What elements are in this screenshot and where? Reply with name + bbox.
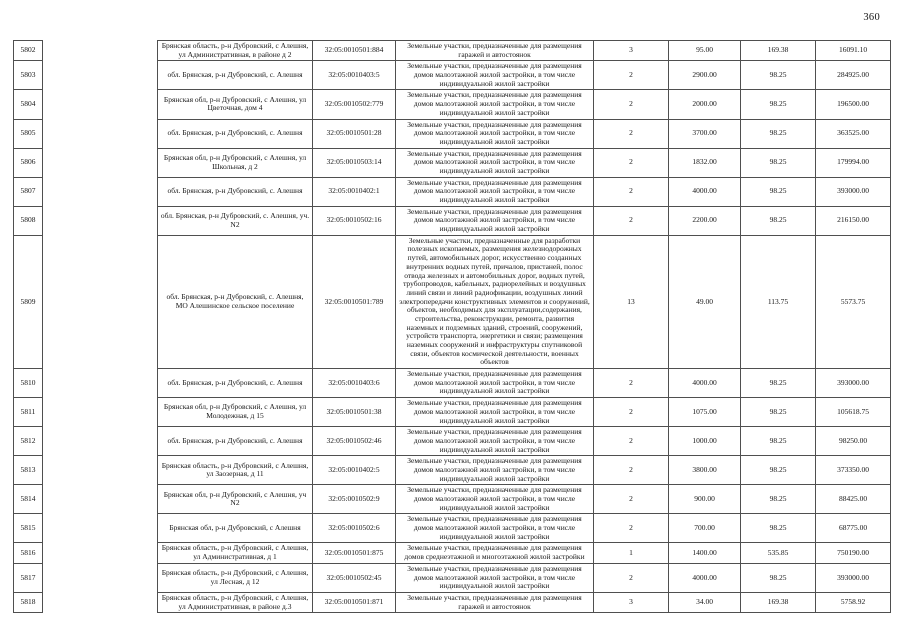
row-id: 5816 [14, 543, 43, 563]
parcel-address: обл. Брянская, р-н Дубровский, с. Алешня [158, 177, 313, 206]
parcel-address: Брянская обл, р-н Дубровский, с Алешня, ул Школьная, д 2 [158, 148, 313, 177]
table-row [14, 485, 891, 514]
table-row [14, 456, 891, 485]
area-value: 34.00 [669, 592, 741, 612]
area-value: 1000.00 [669, 427, 741, 456]
area-value: 2900.00 [669, 61, 741, 90]
total-value: 5573.75 [816, 235, 891, 368]
row-id: 5818 [14, 592, 43, 612]
total-value: 5758.92 [816, 592, 891, 612]
total-value: 393000.00 [816, 563, 891, 592]
parcel-count: 2 [594, 485, 669, 514]
cadastral-number: 32:05:0010502:46 [313, 427, 396, 456]
row-id: 5805 [14, 119, 43, 148]
rate-value: 169.38 [741, 592, 816, 612]
land-use-description: Земельные участки, предназначенные для размещения домов малоэтажной жилой застройки, в том числе индивидуальной жилой застройки [396, 514, 594, 543]
rate-value: 113.75 [741, 235, 816, 368]
parcel-address: Брянская область, р-н Дубровский, с Алешня, ул Лесная, д 12 [158, 563, 313, 592]
cadastral-number: 32:05:0010502:16 [313, 206, 396, 235]
table-row [14, 90, 891, 119]
parcel-table-body [14, 41, 891, 613]
rate-value: 98.25 [741, 485, 816, 514]
parcel-address: Брянская область, р-н Дубровский, с Алешня, ул Административная, в районе д.3 [158, 592, 313, 612]
parcel-address: обл. Брянская, р-н Дубровский, с. Алешня [158, 369, 313, 398]
cadastral-number: 32:05:0010502:9 [313, 485, 396, 514]
table-row [14, 119, 891, 148]
total-value: 284925.00 [816, 61, 891, 90]
total-value: 373350.00 [816, 456, 891, 485]
area-value: 700.00 [669, 514, 741, 543]
rate-value: 98.25 [741, 456, 816, 485]
parcel-address: обл. Брянская, р-н Дубровский, с. Алешня [158, 61, 313, 90]
spacer-cell [43, 543, 158, 563]
land-use-description: Земельные участки, предназначенные для размещения домов малоэтажной жилой застройки, в том числе индивидуальной жилой застройки [396, 369, 594, 398]
parcel-count: 2 [594, 514, 669, 543]
spacer-cell [43, 369, 158, 398]
row-id: 5804 [14, 90, 43, 119]
parcel-address: Брянская область, р-н Дубровский, с Алешня, ул Административная, д 1 [158, 543, 313, 563]
table-row [14, 177, 891, 206]
table-row [14, 592, 891, 612]
table-row [14, 514, 891, 543]
parcel-count: 2 [594, 398, 669, 427]
spacer-cell [43, 427, 158, 456]
parcel-address: Брянская область, р-н Дубровский, с Алешня, ул Административная, в районе д 2 [158, 41, 313, 61]
row-id: 5812 [14, 427, 43, 456]
table-row [14, 563, 891, 592]
parcel-count: 2 [594, 119, 669, 148]
total-value: 216150.00 [816, 206, 891, 235]
row-id: 5808 [14, 206, 43, 235]
cadastral-number: 32:05:0010501:789 [313, 235, 396, 368]
parcel-table [13, 40, 891, 613]
spacer-cell [43, 206, 158, 235]
row-id: 5806 [14, 148, 43, 177]
table-row [14, 235, 891, 368]
area-value: 4000.00 [669, 563, 741, 592]
rate-value: 98.25 [741, 148, 816, 177]
cadastral-number: 32:05:0010402:1 [313, 177, 396, 206]
rate-value: 169.38 [741, 41, 816, 61]
cadastral-number: 32:05:0010503:14 [313, 148, 396, 177]
parcel-address: обл. Брянская, р-н Дубровский, с. Алешня [158, 119, 313, 148]
rate-value: 98.25 [741, 514, 816, 543]
total-value: 98250.00 [816, 427, 891, 456]
spacer-cell [43, 485, 158, 514]
spacer-cell [43, 563, 158, 592]
parcel-address: обл. Брянская, р-н Дубровский, с. Алешня [158, 427, 313, 456]
row-id: 5809 [14, 235, 43, 368]
total-value: 88425.00 [816, 485, 891, 514]
parcel-count: 2 [594, 61, 669, 90]
total-value: 179994.00 [816, 148, 891, 177]
cadastral-number: 32:05:0010403:5 [313, 61, 396, 90]
area-value: 4000.00 [669, 369, 741, 398]
parcel-address: Брянская обл, р-н Дубровский, с Алешня, уч N2 [158, 485, 313, 514]
table-row [14, 61, 891, 90]
land-use-description: Земельные участки, предназначенные для размещения домов среднеэтажной и многоэтажной жилой застройки [396, 543, 594, 563]
land-use-description: Земельные участки, предназначенные для размещения домов малоэтажной жилой застройки, в том числе индивидуальной жилой застройки [396, 119, 594, 148]
cadastral-number: 32:05:0010501:871 [313, 592, 396, 612]
row-id: 5807 [14, 177, 43, 206]
row-id: 5815 [14, 514, 43, 543]
cadastral-number: 32:05:0010501:28 [313, 119, 396, 148]
rate-value: 98.25 [741, 398, 816, 427]
area-value: 1832.00 [669, 148, 741, 177]
land-use-description: Земельные участки, предназначенные для размещения домов малоэтажной жилой застройки, в том числе индивидуальной жилой застройки [396, 456, 594, 485]
total-value: 16091.10 [816, 41, 891, 61]
area-value: 3700.00 [669, 119, 741, 148]
parcel-address: Брянская обл, р-н Дубровский, с Алешня, ул Цветочная, дом 4 [158, 90, 313, 119]
spacer-cell [43, 148, 158, 177]
cadastral-number: 32:05:0010502:6 [313, 514, 396, 543]
rate-value: 98.25 [741, 61, 816, 90]
rate-value: 98.25 [741, 206, 816, 235]
rate-value: 98.25 [741, 90, 816, 119]
area-value: 95.00 [669, 41, 741, 61]
row-id: 5814 [14, 485, 43, 514]
spacer-cell [43, 119, 158, 148]
rate-value: 98.25 [741, 119, 816, 148]
area-value: 4000.00 [669, 177, 741, 206]
land-use-description: Земельные участки, предназначенные для размещения домов малоэтажной жилой застройки, в том числе индивидуальной жилой застройки [396, 398, 594, 427]
land-use-description: Земельные участки, предназначенные для разработки полезных ископаемых, размещения железнодорожных путей, автомобильных дорог, искусственно созданных внутренних водных путей, причалов, пристаней, полос отвода железных и автомобильных дорог, водных путей, трубопроводов, кабельных, радиорелейных и воздушных линий связи и линий радиофикации, воздушных линий электропередачи конструктивных элементов и сооружений, объектов, необходимых для эксплуатации,содержания, строительства, реконструкции, ремонта, развития наземных и подземных зданий, строений, сооружений, устройств транспорта, энергетики и связи; размещения наземных сооружений и инфраструктуры спутниковой связи, объектов космической деятельности, военных объектов [396, 235, 594, 368]
land-use-description: Земельные участки, предназначенные для размещения домов малоэтажной жилой застройки, в том числе индивидуальной жилой застройки [396, 61, 594, 90]
spacer-cell [43, 177, 158, 206]
land-use-description: Земельные участки, предназначенные для размещения домов малоэтажной жилой застройки, в том числе индивидуальной жилой застройки [396, 177, 594, 206]
parcel-count: 1 [594, 543, 669, 563]
parcel-address: Брянская обл, р-н Дубровский, с Алешня, ул Молодежная, д 15 [158, 398, 313, 427]
parcel-count: 2 [594, 90, 669, 119]
total-value: 196500.00 [816, 90, 891, 119]
table-row [14, 398, 891, 427]
table-row [14, 206, 891, 235]
cadastral-number: 32:05:0010502:45 [313, 563, 396, 592]
rate-value: 98.25 [741, 177, 816, 206]
parcel-count: 3 [594, 592, 669, 612]
cadastral-number: 32:05:0010501:875 [313, 543, 396, 563]
parcel-count: 2 [594, 563, 669, 592]
spacer-cell [43, 61, 158, 90]
table-row [14, 369, 891, 398]
land-use-description: Земельные участки, предназначенные для размещения домов малоэтажной жилой застройки, в том числе индивидуальной жилой застройки [396, 206, 594, 235]
spacer-cell [43, 90, 158, 119]
row-id: 5803 [14, 61, 43, 90]
spacer-cell [43, 398, 158, 427]
table-row [14, 41, 891, 61]
cadastral-number: 32:05:0010501:38 [313, 398, 396, 427]
total-value: 393000.00 [816, 177, 891, 206]
parcel-address: обл. Брянская, р-н Дубровский, с. Алешня, уч. N2 [158, 206, 313, 235]
spacer-cell [43, 514, 158, 543]
area-value: 2200.00 [669, 206, 741, 235]
land-use-description: Земельные участки, предназначенные для размещения домов малоэтажной жилой застройки, в том числе индивидуальной жилой застройки [396, 90, 594, 119]
land-use-description: Земельные участки, предназначенные для размещения домов малоэтажной жилой застройки, в том числе индивидуальной жилой застройки [396, 485, 594, 514]
land-use-description: Земельные участки, предназначенные для размещения гаражей и автостоянок [396, 592, 594, 612]
table-row [14, 427, 891, 456]
area-value: 900.00 [669, 485, 741, 514]
table-row [14, 543, 891, 563]
parcel-count: 2 [594, 177, 669, 206]
total-value: 393000.00 [816, 369, 891, 398]
parcel-count: 2 [594, 206, 669, 235]
total-value: 105618.75 [816, 398, 891, 427]
row-id: 5811 [14, 398, 43, 427]
land-use-description: Земельные участки, предназначенные для размещения домов малоэтажной жилой застройки, в том числе индивидуальной жилой застройки [396, 427, 594, 456]
page-number: 360 [863, 12, 880, 23]
row-id: 5813 [14, 456, 43, 485]
rate-value: 535.85 [741, 543, 816, 563]
land-use-description: Земельные участки, предназначенные для размещения домов малоэтажной жилой застройки, в том числе индивидуальной жилой застройки [396, 563, 594, 592]
area-value: 1075.00 [669, 398, 741, 427]
spacer-cell [43, 41, 158, 61]
total-value: 750190.00 [816, 543, 891, 563]
parcel-count: 3 [594, 41, 669, 61]
parcel-count: 2 [594, 369, 669, 398]
row-id: 5810 [14, 369, 43, 398]
parcel-count: 2 [594, 427, 669, 456]
area-value: 1400.00 [669, 543, 741, 563]
spacer-cell [43, 592, 158, 612]
table-row [14, 148, 891, 177]
area-value: 3800.00 [669, 456, 741, 485]
parcel-address: обл. Брянская, р-н Дубровский, с. Алешня, МО Алешинское сельское поселение [158, 235, 313, 368]
cadastral-number: 32:05:0010403:6 [313, 369, 396, 398]
area-value: 49.00 [669, 235, 741, 368]
parcel-address: Брянская обл, р-н Дубровский, с Алешня [158, 514, 313, 543]
parcel-count: 2 [594, 148, 669, 177]
cadastral-number: 32:05:0010501:884 [313, 41, 396, 61]
rate-value: 98.25 [741, 369, 816, 398]
land-use-description: Земельные участки, предназначенные для размещения гаражей и автостоянок [396, 41, 594, 61]
row-id: 5802 [14, 41, 43, 61]
parcel-count: 2 [594, 456, 669, 485]
rate-value: 98.25 [741, 563, 816, 592]
row-id: 5817 [14, 563, 43, 592]
spacer-cell [43, 456, 158, 485]
total-value: 68775.00 [816, 514, 891, 543]
cadastral-number: 32:05:0010402:5 [313, 456, 396, 485]
total-value: 363525.00 [816, 119, 891, 148]
parcel-address: Брянская область, р-н Дубровский, с Алешня, ул Заозерная, д 11 [158, 456, 313, 485]
land-use-description: Земельные участки, предназначенные для размещения домов малоэтажной жилой застройки, в том числе индивидуальной жилой застройки [396, 148, 594, 177]
spacer-cell [43, 235, 158, 368]
area-value: 2000.00 [669, 90, 741, 119]
rate-value: 98.25 [741, 427, 816, 456]
parcel-count: 13 [594, 235, 669, 368]
cadastral-number: 32:05:0010502:779 [313, 90, 396, 119]
